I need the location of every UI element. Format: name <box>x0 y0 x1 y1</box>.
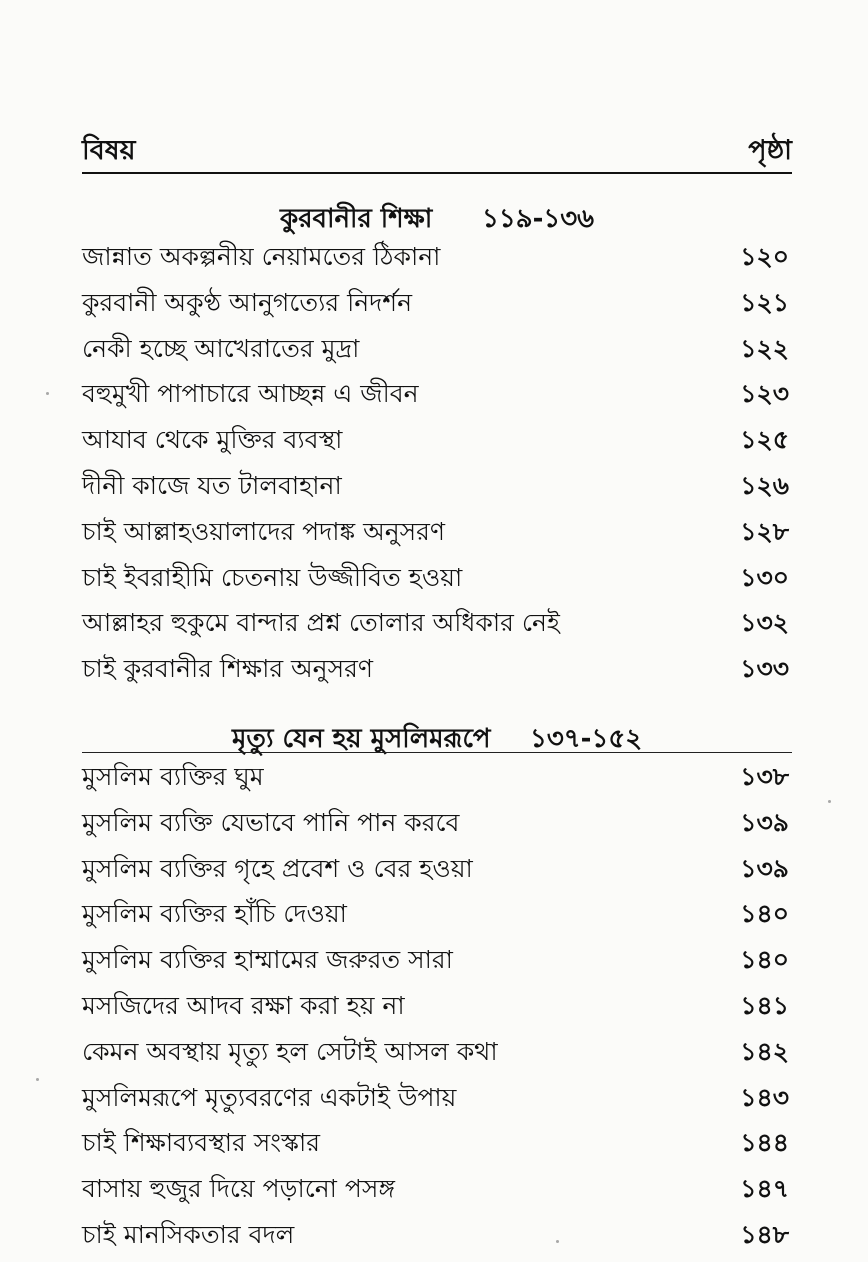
entry-page: ১২০ <box>740 242 789 271</box>
section-divider <box>82 752 792 753</box>
entry-page: ১৪১ <box>740 990 789 1020</box>
entry-page: ১৪৩ <box>740 1082 789 1112</box>
section-heading-1 <box>82 192 792 238</box>
entry-page: ১২১ <box>740 287 789 317</box>
entry-page: ১৩৯ <box>740 807 789 837</box>
entry-page: ১২৬ <box>740 470 789 500</box>
toc-entry[interactable] <box>82 371 792 417</box>
entry-page: ১২২ <box>740 333 789 363</box>
contents-page <box>82 0 792 1262</box>
toc-entry[interactable] <box>82 1166 792 1212</box>
entry-label: বাসায় হুজুর দিয়ে পড়ানো পসঙ্গ <box>82 1174 395 1204</box>
toc-entry[interactable] <box>82 1212 792 1258</box>
scan-speck <box>828 800 831 803</box>
entry-label: জান্নাত অকল্পনীয় নেয়ামতের ঠিকানা <box>82 242 441 271</box>
toc-entry[interactable] <box>82 280 792 326</box>
toc-entry[interactable] <box>82 326 792 372</box>
entry-label: চাই ইবরাহীমি চেতনায় উজ্জীবিত হওয়া <box>82 562 463 592</box>
entry-label: চাই মানসিকতার বদল <box>82 1219 295 1249</box>
entry-label: মুসলিম ব্যক্তির হাম্মামের জরুরত সারা <box>82 945 453 975</box>
contents-header <box>82 122 792 174</box>
entry-label: আল্লাহর হুকুমে বান্দার প্রশ্ন তোলার অধিকার নেই <box>82 608 560 638</box>
entry-page: ১২৫ <box>740 425 789 455</box>
section-title: মৃত্যু যেন হয় মুসলিমরূপে <box>232 724 491 754</box>
toc-entry[interactable] <box>82 1075 792 1121</box>
entry-page: ১৪০ <box>740 945 789 975</box>
toc-entry[interactable] <box>82 754 792 800</box>
toc-entry[interactable] <box>82 509 792 555</box>
entry-label: মুসলিম ব্যক্তির হাঁচি দেওয়া <box>82 899 347 929</box>
entry-label: মুসলিমরূপে মৃত্যুবরণের একটাই উপায় <box>82 1082 457 1112</box>
entry-page: ১৪৮ <box>740 1219 789 1249</box>
entry-label: মুসলিম ব্যক্তি যেভাবে পানি পান করবে <box>82 807 460 837</box>
entry-label: মুসলিম ব্যক্তির গৃহে প্রবেশ ও বের হওয়া <box>82 853 473 883</box>
toc-entry[interactable] <box>82 846 792 892</box>
entry-page: ১৪৭ <box>740 1174 789 1204</box>
entry-page: ১৩২ <box>740 608 789 638</box>
entry-page: ১৪২ <box>740 1036 789 1066</box>
section-page-range: ১৩৭-১৫২ <box>530 724 643 754</box>
toc-entry[interactable] <box>82 891 792 937</box>
page-column-heading: পৃষ্ঠা <box>748 135 792 166</box>
section-2-entries <box>82 754 792 1258</box>
entry-label: কেমন অবস্থায় মৃত্যু হল সেটাই আসল কথা <box>82 1036 498 1066</box>
toc-entry[interactable] <box>82 417 792 463</box>
entry-page: ১৪০ <box>740 899 789 929</box>
scan-speck <box>36 1078 39 1081</box>
section-1-entries <box>82 234 792 692</box>
toc-entry[interactable] <box>82 555 792 601</box>
entry-page: ১৩৮ <box>740 762 789 791</box>
subject-column-heading: বিষয় <box>82 135 136 166</box>
toc-entry[interactable] <box>82 937 792 983</box>
entry-page: ১২৩ <box>740 379 789 409</box>
entry-label: চাই শিক্ষাব্যবস্থার সংস্কার <box>82 1128 321 1158</box>
toc-entry[interactable] <box>82 1120 792 1166</box>
entry-label: চাই আল্লাহওয়ালাদের পদাঙ্ক অনুসরণ <box>82 516 446 546</box>
entry-label: নেকী হচ্ছে আখেরাতের মুদ্রা <box>82 333 360 363</box>
entry-label: মুসলিম ব্যক্তির ঘুম <box>82 762 264 791</box>
entry-label: কুরবানী অকুণ্ঠ আনুগত্যের নিদর্শন <box>82 287 412 317</box>
section-page-range: ১১৯-১৩৬ <box>482 204 595 234</box>
scan-speck <box>46 392 49 395</box>
entry-label: আযাব থেকে মুক্তির ব্যবস্থা <box>82 425 343 455</box>
toc-entry[interactable] <box>82 600 792 646</box>
entry-page: ১৪৪ <box>740 1128 789 1158</box>
entry-label: দীনী কাজে যত টালবাহানা <box>82 470 342 500</box>
entry-label: চাই কুরবানীর শিক্ষার অনুসরণ <box>82 654 373 684</box>
entry-page: ১২৮ <box>740 516 789 546</box>
entry-label: বহুমুখী পাপাচারে আচ্ছন্ন এ জীবন <box>82 379 419 409</box>
scan-speck <box>556 1240 559 1243</box>
toc-entry[interactable] <box>82 646 792 692</box>
entry-page: ১৩০ <box>740 562 789 592</box>
toc-entry[interactable] <box>82 983 792 1029</box>
toc-entry[interactable] <box>82 463 792 509</box>
entry-page: ১৩৩ <box>740 654 789 684</box>
toc-entry[interactable] <box>82 1029 792 1075</box>
section-title: কুরবানীর শিক্ষা <box>280 204 433 234</box>
entry-page: ১৩৯ <box>740 853 789 883</box>
toc-entry[interactable] <box>82 234 792 280</box>
entry-label: মসজিদের আদব রক্ষা করা হয় না <box>82 990 405 1020</box>
toc-entry[interactable] <box>82 800 792 846</box>
